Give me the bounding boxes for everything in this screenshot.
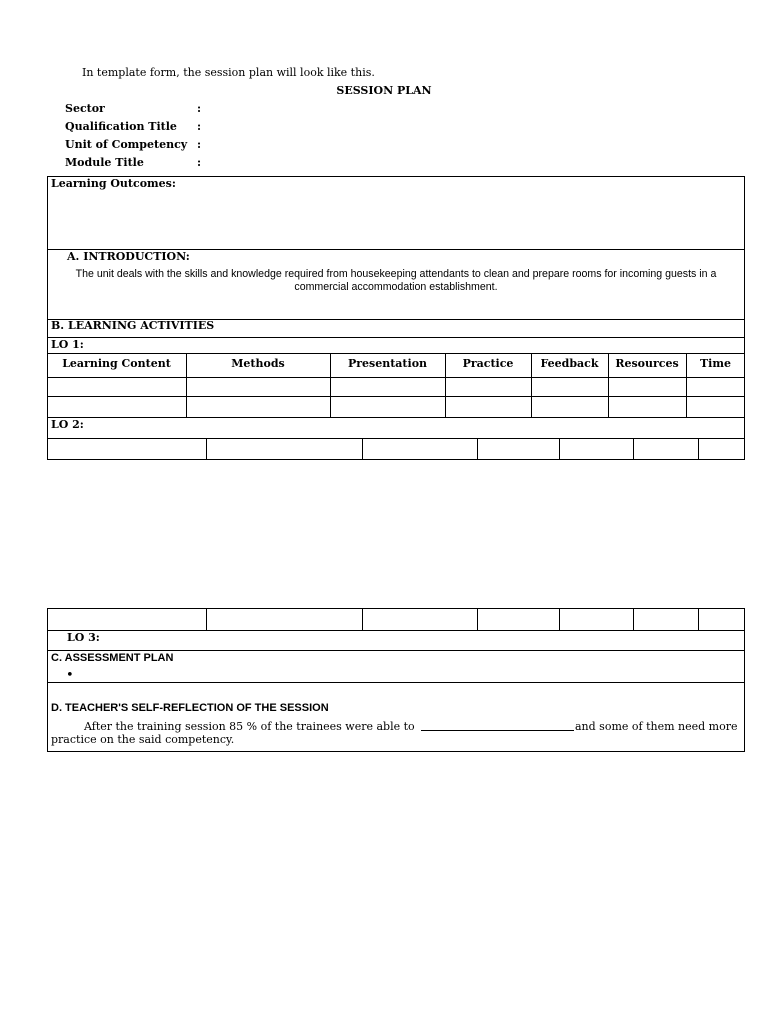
col-presentation: Presentation — [347, 357, 428, 370]
learning-activities-heading: B. LEARNING ACTIVITIES — [51, 319, 215, 332]
col-divider — [206, 608, 207, 630]
lo1-label: LO 1: — [51, 338, 84, 351]
assessment-bullet: • — [66, 668, 74, 683]
col-divider — [698, 438, 699, 459]
col-divider — [698, 608, 699, 630]
intro-line: In template form, the session plan will look like this. — [82, 66, 375, 79]
qualification-title-label: Qualification Title — [65, 120, 177, 133]
col-resources: Resources — [615, 357, 679, 370]
divider — [47, 337, 745, 338]
col-divider — [362, 608, 363, 630]
sector-label: Sector — [65, 102, 105, 115]
qualification-title-colon: : — [197, 120, 202, 133]
col-divider — [559, 608, 560, 630]
module-title-colon: : — [197, 156, 202, 169]
col-divider — [477, 608, 478, 630]
module-title-label: Module Title — [65, 156, 144, 169]
divider — [47, 438, 745, 439]
divider — [47, 682, 745, 683]
unit-of-competency-label: Unit of Competency — [65, 138, 188, 151]
divider — [47, 353, 745, 354]
col-feedback: Feedback — [540, 357, 599, 370]
col-divider — [633, 438, 634, 459]
reflection-line1-end: and some of them need more — [575, 720, 738, 733]
introduction-text-line2: commercial accommodation establishment. — [294, 281, 498, 293]
col-time: Time — [699, 357, 731, 370]
divider — [47, 417, 745, 418]
self-reflection-heading: D. TEACHER'S SELF-REFLECTION OF THE SESSION — [51, 702, 329, 714]
col-divider — [206, 438, 207, 459]
learning-outcomes-label: Learning Outcomes: — [51, 177, 176, 190]
reflection-line1-start: After the training session 85 % of the trainees were able to — [84, 720, 415, 733]
unit-of-competency-colon: : — [197, 138, 202, 151]
col-divider — [559, 438, 560, 459]
divider — [47, 650, 745, 651]
col-practice: Practice — [462, 357, 514, 370]
introduction-text-line1: The unit deals with the skills and knowledge required from housekeeping attendants to clean and prepare rooms for incoming guests in a — [75, 268, 717, 280]
lo3-label: LO 3: — [67, 631, 100, 644]
col-learning-content: Learning Content — [62, 357, 171, 370]
sector-colon: : — [197, 102, 202, 115]
divider — [47, 377, 745, 378]
page-title: SESSION PLAN — [336, 84, 432, 97]
fill-in-blank — [421, 730, 574, 731]
col-methods: Methods — [231, 357, 285, 370]
divider — [47, 630, 745, 631]
reflection-line2: practice on the said competency. — [51, 733, 235, 746]
col-divider — [362, 438, 363, 459]
lo2-label: LO 2: — [51, 418, 84, 431]
col-divider — [477, 438, 478, 459]
introduction-heading: A. INTRODUCTION: — [67, 250, 190, 263]
divider — [47, 396, 745, 397]
assessment-plan-heading: C. ASSESSMENT PLAN — [51, 652, 174, 664]
col-divider — [633, 608, 634, 630]
